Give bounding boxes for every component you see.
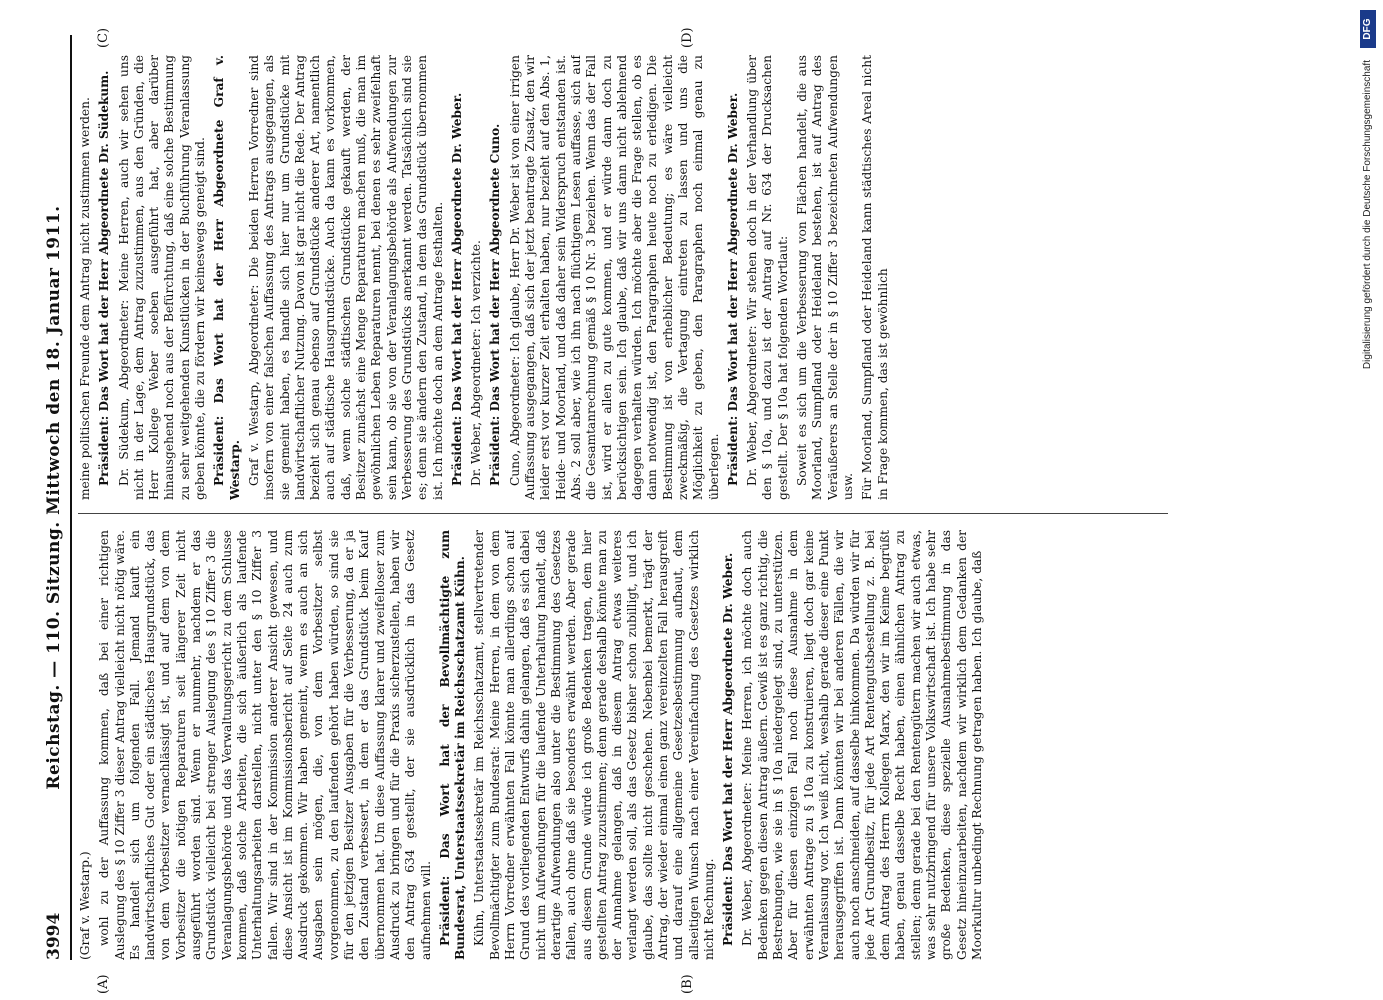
speaker-line: Präsident: Das Wort hat der Herr Abgeordnete Cuno. (488, 123, 503, 486)
paragraph: Cuno, Abgeordneter: Ich glaube, Herr Dr. Weber ist von einer irrigen Auffassung ausgegangen, daß sich der jetzt beantragte Zusatz, den wir leider erst vor kurzer Zeit erhalten haben, nur bezieht auf den Abs. 1, Heide- und Moorland, und daß daher sein Widerspruch entstanden ist. Abs. 2 soll aber, wie ich ihn nach flüchtigem Lesen auffasse, sich auf die Gesamtanrechnung gemäß § 10 Nr. 3 beziehen. Wenn das der Fall ist, wird er allen zu gute kommen, und er würde dann doch zu berücksichtigen sein. Ich glaube, daß wir uns dann nicht ablehnend dagegen verhalten würden. Ich möchte aber die Frage stellen, ob es dann notwendig ist, den Paragraphen heute noch zu erledigen. Die Bestimmung ist von erheblicher Bedeutung; es wäre vielleicht zweckmäßig, die Vertagung eintreten zu lassen und uns die Möglichkeit zu geben, den Paragraphen noch einmal genau zu überlegen. (507, 55, 721, 500)
paragraph: Kühn, Unterstaatssekretär im Reichsschatzamt, stellvertretender Bevollmächtigter zum Bundesrat: Meine Herren, in dem von dem Herrn Vorredner erwähnten Fall könnte man allerdings schon auf Grund des vorliegenden Entwurfs dahin gelangen, daß es sich dabei nicht um Aufwendungen für die laufende Unterhaltung handelt, daß derartige Aufwendungen also unter die Bestimmung des Gesetzes fallen, auch ohne daß sie besonders erwähnt werden. Aber gerade aus diesem Grunde würde ich große Bedenken tragen, dem hier gestellten Antrag zuzustimmen; denn gerade deshalb könnte man zu der Annahme gelangen, daß in diesem Antrag etwas weiteres verlangt werden soll, als das Gesetz bisher schon zubilligt, und ich glaube, das sollte nicht geschehen. Nebenbei bemerkt, trägt der Antrag, der wieder einmal einen ganz vereinzelten Fall herausgreift und darauf eine allgemeine Gesetzesbestimmung aufbaut, dem allseitigen Wunsch nach einer Vereinfachung des Gesetzes wirklich nicht Rechnung. (472, 530, 716, 960)
speaker-line: Präsident: Das Wort hat der Herr Abgeordnete Dr. Südekum. (97, 70, 112, 486)
dfg-logo: DFG (1360, 10, 1376, 48)
column-divider (78, 513, 1168, 514)
paragraph: (Graf v. Westarp.) (78, 851, 92, 960)
paragraph: Soweit es sich um die Verbesserung von Flächen handelt, die aus Moorland, Sumpfland oder Heideland bestehen, ist auf Antrag des Veräußerers an Stelle der in § 10 Ziffer 3 bezeichneten Aufwendungen usw. (795, 55, 855, 500)
paragraph: Graf v. Westarp, Abgeordneter: Die beiden Herren Vorredner sind insofern von einer falschen Auffassung des Antrags ausgegangen, als sie gemeint haben, es handle sich hier nur um Grundstücke mit landwirtschaftlicher Nutzung. Davon ist gar nicht die Rede. Der Antrag bezieht sich genau ebenso auf Grundstücke anderer Art, namentlich auch auf städtische Hausgrundstücke. Auch da kann es vorkommen, daß, wenn solche städtischen Grundstücke gekauft werden, der Besitzer zunächst eine Menge Reparaturen machen muß, die man im gewöhnlichen Leben Reparaturen nennt, bei denen es sehr zweifelhaft sein kann, ob sie von der Veranlagungsbehörde als Aufwendungen zur Verbesserung des Grundstücks anerkannt werden. Tatsächlich sind sie es; denn sie ändern den Zustand, in dem das Grundstück übernommen ist. Ich möchte doch an dem Antrage festhalten. (246, 55, 445, 500)
running-title: Reichstag. — 110. Sitzung. Mittwoch den 18. Januar 1911. (44, 205, 64, 790)
footer (1358, 0, 1380, 1000)
paragraph: Dr. Weber, Abgeordneter: Ich verzichte. (469, 240, 484, 486)
speaker-line: Präsident: Das Wort hat der Herr Abgeordnete Dr. Weber. (721, 552, 736, 946)
left-column (78, 530, 1168, 960)
paragraph: Für Moorland, Sumpfland oder Heideland kann städtisches Areal nicht in Frage kommen, das ist gewöhnlich (860, 55, 890, 500)
margin-marker-b: (B) (680, 974, 695, 994)
paragraph: wohl zu der Auffassung kommen, daß bei einer richtigen Auslegung des § 10 Ziffer 3 dieser Antrag vielleicht nicht nötig wäre. Es handelt sich um folgenden Fall. Jemand kauft ein landwirtschaftliches Gut oder ein städtisches Hausgrundstück, das von dem Vorbesitzer vernachlässigt ist, und auf dem von dem Vorbesitzer die nötigen Reparaturen seit längerer Zeit nicht ausgeführt worden sind. Wenn er nunmehr, nachdem er das Grundstück vielleicht bei strenger Auslegung des § 10 Ziffer 3 die Veranlagungsbehörde und das Verwaltungsgericht zu dem Schlusse kommen, daß solche Arbeiten, die sich äußerlich als laufende Unterhaltungsarbeiten darstellen, nicht unter den § 10 Ziffer 3 fallen. Wir sind in der Kommission anderer Ansicht gewesen, und diese Ansicht ist im Kommissionsbericht auf Seite 24 auch zum Ausdruck gekommen. Wir haben gemeint, wenn es auch an sich Ausgaben sein mögen, die, von dem Vorbesitzer selbst vorgenommen, zu den laufenden gehört haben würden, so sind sie für den jetzigen Besitzer Ausgaben für die Verbesserung, da er ja den Zustand verbessert, in dem er das Grundstück beim Kauf übernommen hat. Um diese Auffassung klarer und zweifelloser zum Ausdruck zu bringen und für die Praxis sicherzustellen, haben wir den Antrag 634 gestellt, der sie ausdrücklich in das Gesetz aufnehmen will. (97, 530, 433, 960)
margin-marker-d: (D) (680, 27, 695, 48)
right-column (78, 55, 1168, 500)
header-rule (70, 35, 72, 960)
paragraph: Dr. Südekum, Abgeordneter: Meine Herren, auch wir sehen uns nicht in der Lage, dem Antrag zuzustimmen, aus den Gründen, die Herr Kollege Weber soeben ausgeführt hat, aber darüber hinausgehend noch aus der Befürchtung, daß eine solche Bestimmung zu sehr weitgehenden Kunstlücken in der Buchführung Veranlassung geben könnte, die zu fördern wir keineswegs geneigt sind. (116, 55, 208, 500)
speaker-line: Präsident: Das Wort hat der Bevollmächtigte zum Bundesrat, Unterstaatssekretär im Reichsschatzamt Kühn. (437, 530, 468, 960)
speaker-line: Präsident: Das Wort hat der Herr Abgeordnete Graf v. Westarp. (212, 55, 242, 500)
margin-marker-c: (C) (96, 27, 111, 48)
speaker-line: Präsident: Das Wort hat der Herr Abgeordnete Dr. Weber. (449, 92, 464, 486)
paragraph: meine politischen Freunde dem Antrag nicht zustimmen werden. (78, 97, 92, 500)
page-number: 3994 (44, 912, 64, 960)
paragraph: Dr. Weber, Abgeordneter: Wir stehen doch in der Verhandlung über den § 10a, und dazu ist der Antrag auf Nr. 634 der Drucksachen gestellt. Der § 10a hat folgenden Wortlaut: (745, 55, 790, 500)
speaker-line: Präsident: Das Wort hat der Herr Abgeordnete Dr. Weber. (725, 92, 740, 486)
paragraph: Dr. Weber, Abgeordneter: Meine Herren, ich möchte doch auch Bedenken gegen diesen Antrag äußern. Gewiß ist es ganz richtig, die Bestrebungen, wie sie in § 10a niedergelegt sind, zu unterstützen. Aber für diesen einzigen Fall noch diese Ausnahme in dem erwähnten Antrage zu § 10a zu konstruieren, liegt doch gar keine Veranlassung vor. Ich weiß nicht, weshalb gerade dieser eine Punkt herausgegriffen ist. Dann könnten wir bei anderen Fällen, die wir auch noch anschneiden, auf dasselbe hinkommen. Da würden wir für jede Art Grundbesitz, für jede Art Rentengutsbestellung z. B. bei dem Antrag des Herrn Kollegen Marx, den wir im Keime begrüßt haben, genau dasselbe Recht haben, einen ähnlichen Antrag zu stellen; denn gerade bei den Rentengütern machen wir auch etwas, was sehr nutzbringend für unsere Volkswirtschaft ist. Ich habe sehr große Bedenken, diese spezielle Ausnahmebestimmung in das Gesetz hineinzuarbeiten, nachdem wir wirklich dem Gedanken der Moorkultur unbedingt Rechnung getragen haben. Ich glaube, daß (740, 530, 984, 960)
page-header (40, 35, 70, 960)
margin-marker-a: (A) (96, 974, 111, 994)
digitization-note: Digitalisierung gefördert durch die Deutsche Forschungsgemeinschaft (1362, 60, 1373, 370)
